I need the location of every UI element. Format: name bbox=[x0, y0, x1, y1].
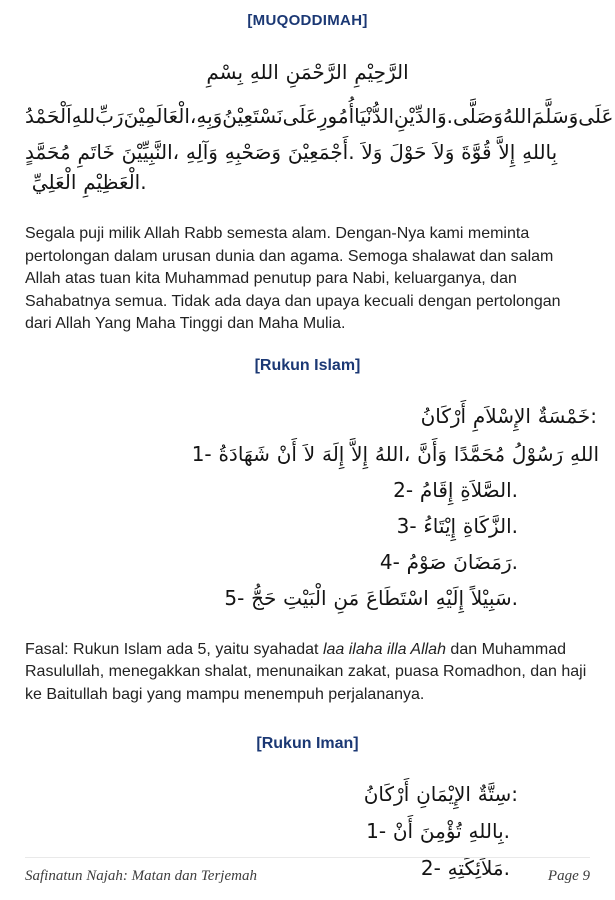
arabic-word: اسْتَطَاعَ bbox=[366, 585, 429, 610]
arabic-word: النَّبِيِّيْنَ، bbox=[121, 140, 180, 164]
arabic-word: أَنْ bbox=[276, 441, 297, 466]
arabic-word: وَسَلَّمَ bbox=[531, 104, 579, 128]
arabic-word: أَرْكَانُ bbox=[420, 403, 467, 428]
arabic-word: اللهُ، bbox=[374, 441, 411, 466]
arabic-word: رَمَضَانَ. bbox=[453, 549, 518, 574]
arabic-word: أَرْكَانُ bbox=[363, 782, 410, 806]
arabic-word: بِاللهِ. bbox=[468, 819, 510, 843]
arabic-word: نَسْتَعِيْنُ bbox=[222, 104, 283, 128]
rukun-islam-arabic-title bbox=[25, 401, 597, 431]
arabic-word: وَالدِّيْنِ. bbox=[394, 104, 453, 128]
arabic-word: رَسُوْلُ bbox=[511, 441, 564, 466]
fasal-text-italic: laa ilaha illa Allah bbox=[322, 640, 446, 658]
rukun-islam-item-4 bbox=[25, 547, 518, 577]
arabic-word: مُحَمَّدٍ bbox=[25, 140, 71, 164]
arabic-word: إِلَيْهِ bbox=[435, 585, 465, 610]
footer-page-number: Page 9 bbox=[547, 868, 590, 884]
page-title: [MUQODDIMAH] bbox=[247, 12, 368, 29]
arabic-word: وَآلِهِ bbox=[185, 140, 218, 164]
arabic-word: الرَّحْمَنِ bbox=[285, 60, 348, 84]
basmala-line bbox=[25, 57, 590, 87]
arabic-word: حَوْلَ bbox=[389, 140, 427, 164]
rukun-islam-translation bbox=[25, 639, 590, 707]
arabic-word: الزَّكَاةِ. bbox=[462, 513, 518, 538]
arabic-word: مَنِ bbox=[333, 585, 360, 610]
arabic-word: اللهُ bbox=[502, 104, 532, 128]
arabic-word: خَمْسَةٌ: bbox=[537, 403, 597, 428]
arabic-word: وَبِهِ bbox=[196, 104, 223, 128]
arabic-word: شَهَادَةُ bbox=[218, 441, 270, 466]
page-content bbox=[0, 12, 615, 883]
arabic-word: إِلَهَ bbox=[321, 441, 345, 466]
section-heading-rukun-islam: [Rukun Islam] bbox=[254, 356, 361, 374]
page-footer bbox=[25, 868, 590, 885]
arabic-word: بِاللهِ bbox=[522, 140, 558, 164]
arabic-word: الصَّلاَةِ. bbox=[460, 477, 518, 502]
arabic-word: الإِسْلاَمِ bbox=[472, 403, 531, 428]
rukun-islam-item-5 bbox=[25, 583, 518, 613]
arabic-word: قُوَّةَ bbox=[461, 140, 492, 164]
arabic-word: 5- bbox=[224, 585, 245, 610]
arabic-word: الإِيْمَانِ bbox=[416, 782, 471, 806]
arabic-word: سَبِيْلاً. bbox=[470, 585, 518, 610]
arabic-word: الْعَظِيْمِ. bbox=[83, 170, 147, 194]
arabic-word: الْعَلِيِّ bbox=[31, 170, 77, 194]
arabic-word: بِسْمِ bbox=[206, 60, 244, 84]
arabic-word: رَبِّ bbox=[95, 104, 124, 128]
arabic-word: عَلَى bbox=[282, 104, 318, 128]
arabic-paragraph-line-2 bbox=[25, 137, 590, 197]
arabic-word: 2- bbox=[420, 856, 441, 880]
arabic-word: الْعَالَمِيْنَ، bbox=[123, 104, 197, 128]
rukun-iman-item-1 bbox=[25, 816, 510, 846]
arabic-word: إِقَامُ bbox=[419, 477, 454, 502]
arabic-word: للهِ bbox=[71, 104, 96, 128]
arabic-word: تُؤْمِنَ bbox=[419, 819, 462, 843]
arabic-word: وَلاَ bbox=[433, 140, 455, 164]
arabic-word: وَصَحْبِهِ bbox=[224, 140, 282, 164]
arabic-word: الدُّنْيَا bbox=[354, 104, 394, 128]
arabic-word: الْبَيْتِ bbox=[283, 585, 327, 610]
arabic-word: وَأَنَّ bbox=[417, 441, 448, 466]
footer-book-title: Safinatun Najah: Matan dan Terjemah bbox=[25, 868, 257, 884]
arabic-word: لاَ bbox=[303, 441, 316, 466]
arabic-word: 3- bbox=[396, 513, 417, 538]
rukun-islam-item-1 bbox=[25, 439, 599, 469]
arabic-word: أَجْمَعِيْنَ. bbox=[287, 140, 355, 164]
footer-divider bbox=[25, 857, 590, 858]
arabic-word: إِيْتَاءُ bbox=[423, 513, 457, 538]
arabic-word: 2- bbox=[393, 477, 414, 502]
arabic-word: وَلاَ bbox=[361, 140, 383, 164]
arabic-word: مَلاَئِكَتِهِ. bbox=[447, 856, 510, 880]
arabic-word: مُحَمَّدًا bbox=[453, 441, 506, 466]
arabic-word: اللهِ bbox=[570, 441, 599, 466]
arabic-word: أَنْ bbox=[392, 819, 414, 843]
arabic-word: سِتَّةٌ: bbox=[477, 782, 518, 806]
arabic-word: إِلاَّ bbox=[351, 441, 369, 466]
rukun-islam-item-2 bbox=[25, 475, 518, 505]
arabic-word: عَلَى bbox=[578, 104, 614, 128]
arabic-word: حَجُّ bbox=[251, 585, 277, 610]
fasal-text-end: dan Muhammad Rasulullah, menegakkan shalat, menunaikan zakat, puasa Romadhon, dan haji ke Baitullah bagi yang mampu menempuh perjalananya. bbox=[25, 640, 587, 703]
arabic-paragraph-line-1 bbox=[25, 101, 614, 131]
arabic-word: إِلاَّ bbox=[498, 140, 516, 164]
fasal-text-start: Fasal: Rukun Islam ada 5, yaitu syahadat bbox=[25, 640, 323, 658]
rukun-islam-item-3 bbox=[25, 511, 518, 541]
arabic-word: أُمُورِ bbox=[317, 104, 355, 128]
muqoddimah-translation: Segala puji milik Allah Rabb semesta alam. Dengan-Nya kami meminta pertolongan dalam urusan dunia dan agama. Semoga shalawat dan salam Allah atas tuan kita Muhammad penutup para Nabi, keluarganya, dan Sahabatnya semua. Tidak ada daya dan upaya kecuali dengan pertolongan dari Allah Yang Maha Tinggi dan Maha Mulia. bbox=[25, 225, 561, 332]
arabic-word: خَاتَمِ bbox=[77, 140, 115, 164]
arabic-word: صَوْمُ bbox=[406, 549, 447, 574]
arabic-word: 1- bbox=[366, 819, 387, 843]
arabic-word: الرَّحِيْمِ bbox=[354, 60, 409, 84]
arabic-word: 4- bbox=[379, 549, 400, 574]
arabic-word: اللهِ bbox=[249, 60, 279, 84]
arabic-word: وَصَلَّى bbox=[452, 104, 503, 128]
arabic-word: اَلْحَمْدُ bbox=[25, 104, 72, 128]
section-heading-rukun-iman: [Rukun Iman] bbox=[256, 735, 359, 752]
rukun-iman-arabic-title bbox=[25, 779, 518, 809]
arabic-word: 1- bbox=[191, 441, 212, 466]
